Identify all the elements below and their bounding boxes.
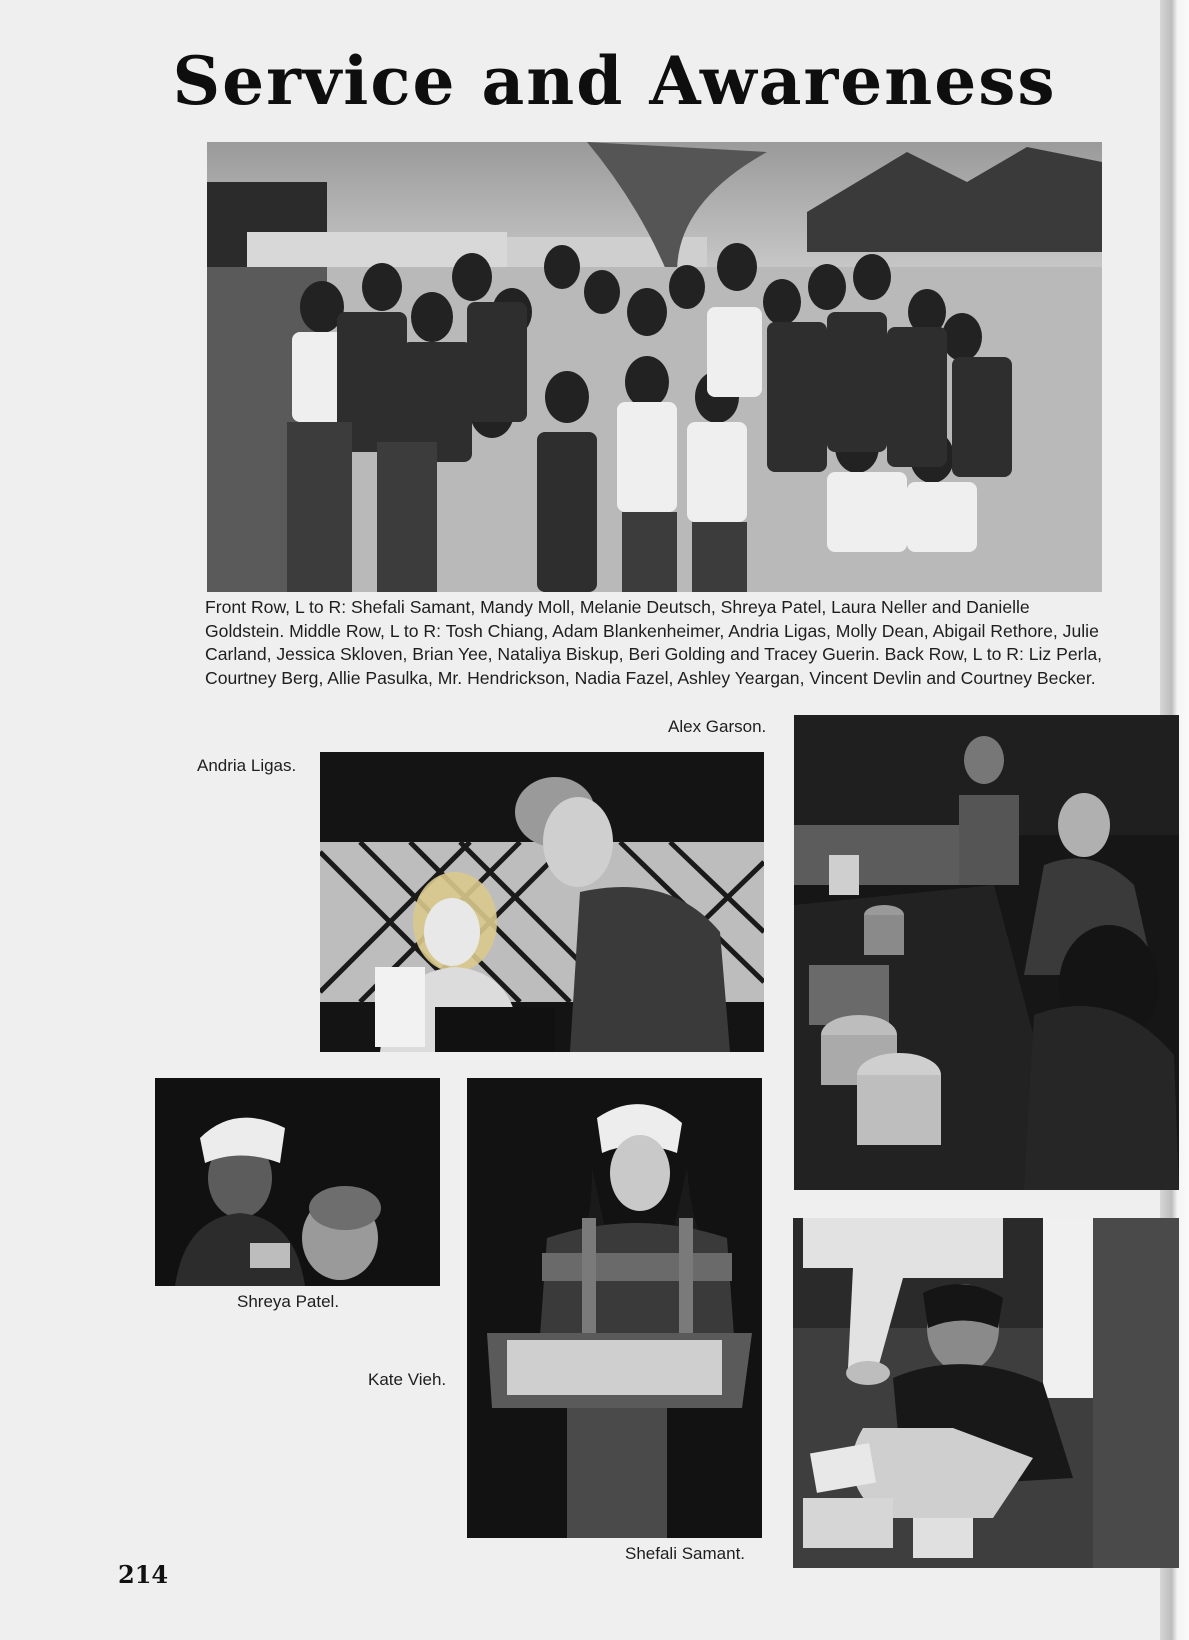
group-photo <box>207 142 1102 592</box>
group-photo-caption: Front Row, L to R: Shefali Samant, Mandy Moll, Melanie Deutsch, Shreya Patel, Laura Neller and Danielle Goldstein. Middle Row, L to R: Tosh Chiang, Adam Blankenheimer, Andria Ligas, Molly Dean, Abigail Rethore, Julie Carland, Jessica Skloven, Brian Yee, Nataliya Biskup, Beri Golding and Tracey Guerin. Back Row, L to R: Liz Perla, Courtney Berg, Allie Pasulka, Mr. Hendrickson, Nadia Fazel, Ashley Yeargan, Vincent Devlin and Courtney Becker. <box>205 597 1103 688</box>
photo-caption-kate-vieh: Kate Vieh. <box>368 1370 447 1389</box>
photo-caption-shefali-samant: Shefali Samant. <box>625 1544 746 1563</box>
page-title: Service and Awareness <box>172 42 1057 120</box>
face-painting-photo <box>320 752 764 1052</box>
tray-photo <box>467 1078 762 1538</box>
page-number: 214 <box>118 1560 169 1589</box>
photo-caption-alex-garson: Alex Garson. <box>668 717 767 736</box>
photo-caption-andria-ligas: Andria Ligas. <box>197 756 297 775</box>
photo-caption-shreya-patel: Shreya Patel. <box>237 1292 340 1311</box>
crafts-table-photo <box>794 715 1179 1190</box>
santa-hat-photo <box>155 1078 440 1286</box>
floor-crafts-photo <box>793 1218 1179 1568</box>
